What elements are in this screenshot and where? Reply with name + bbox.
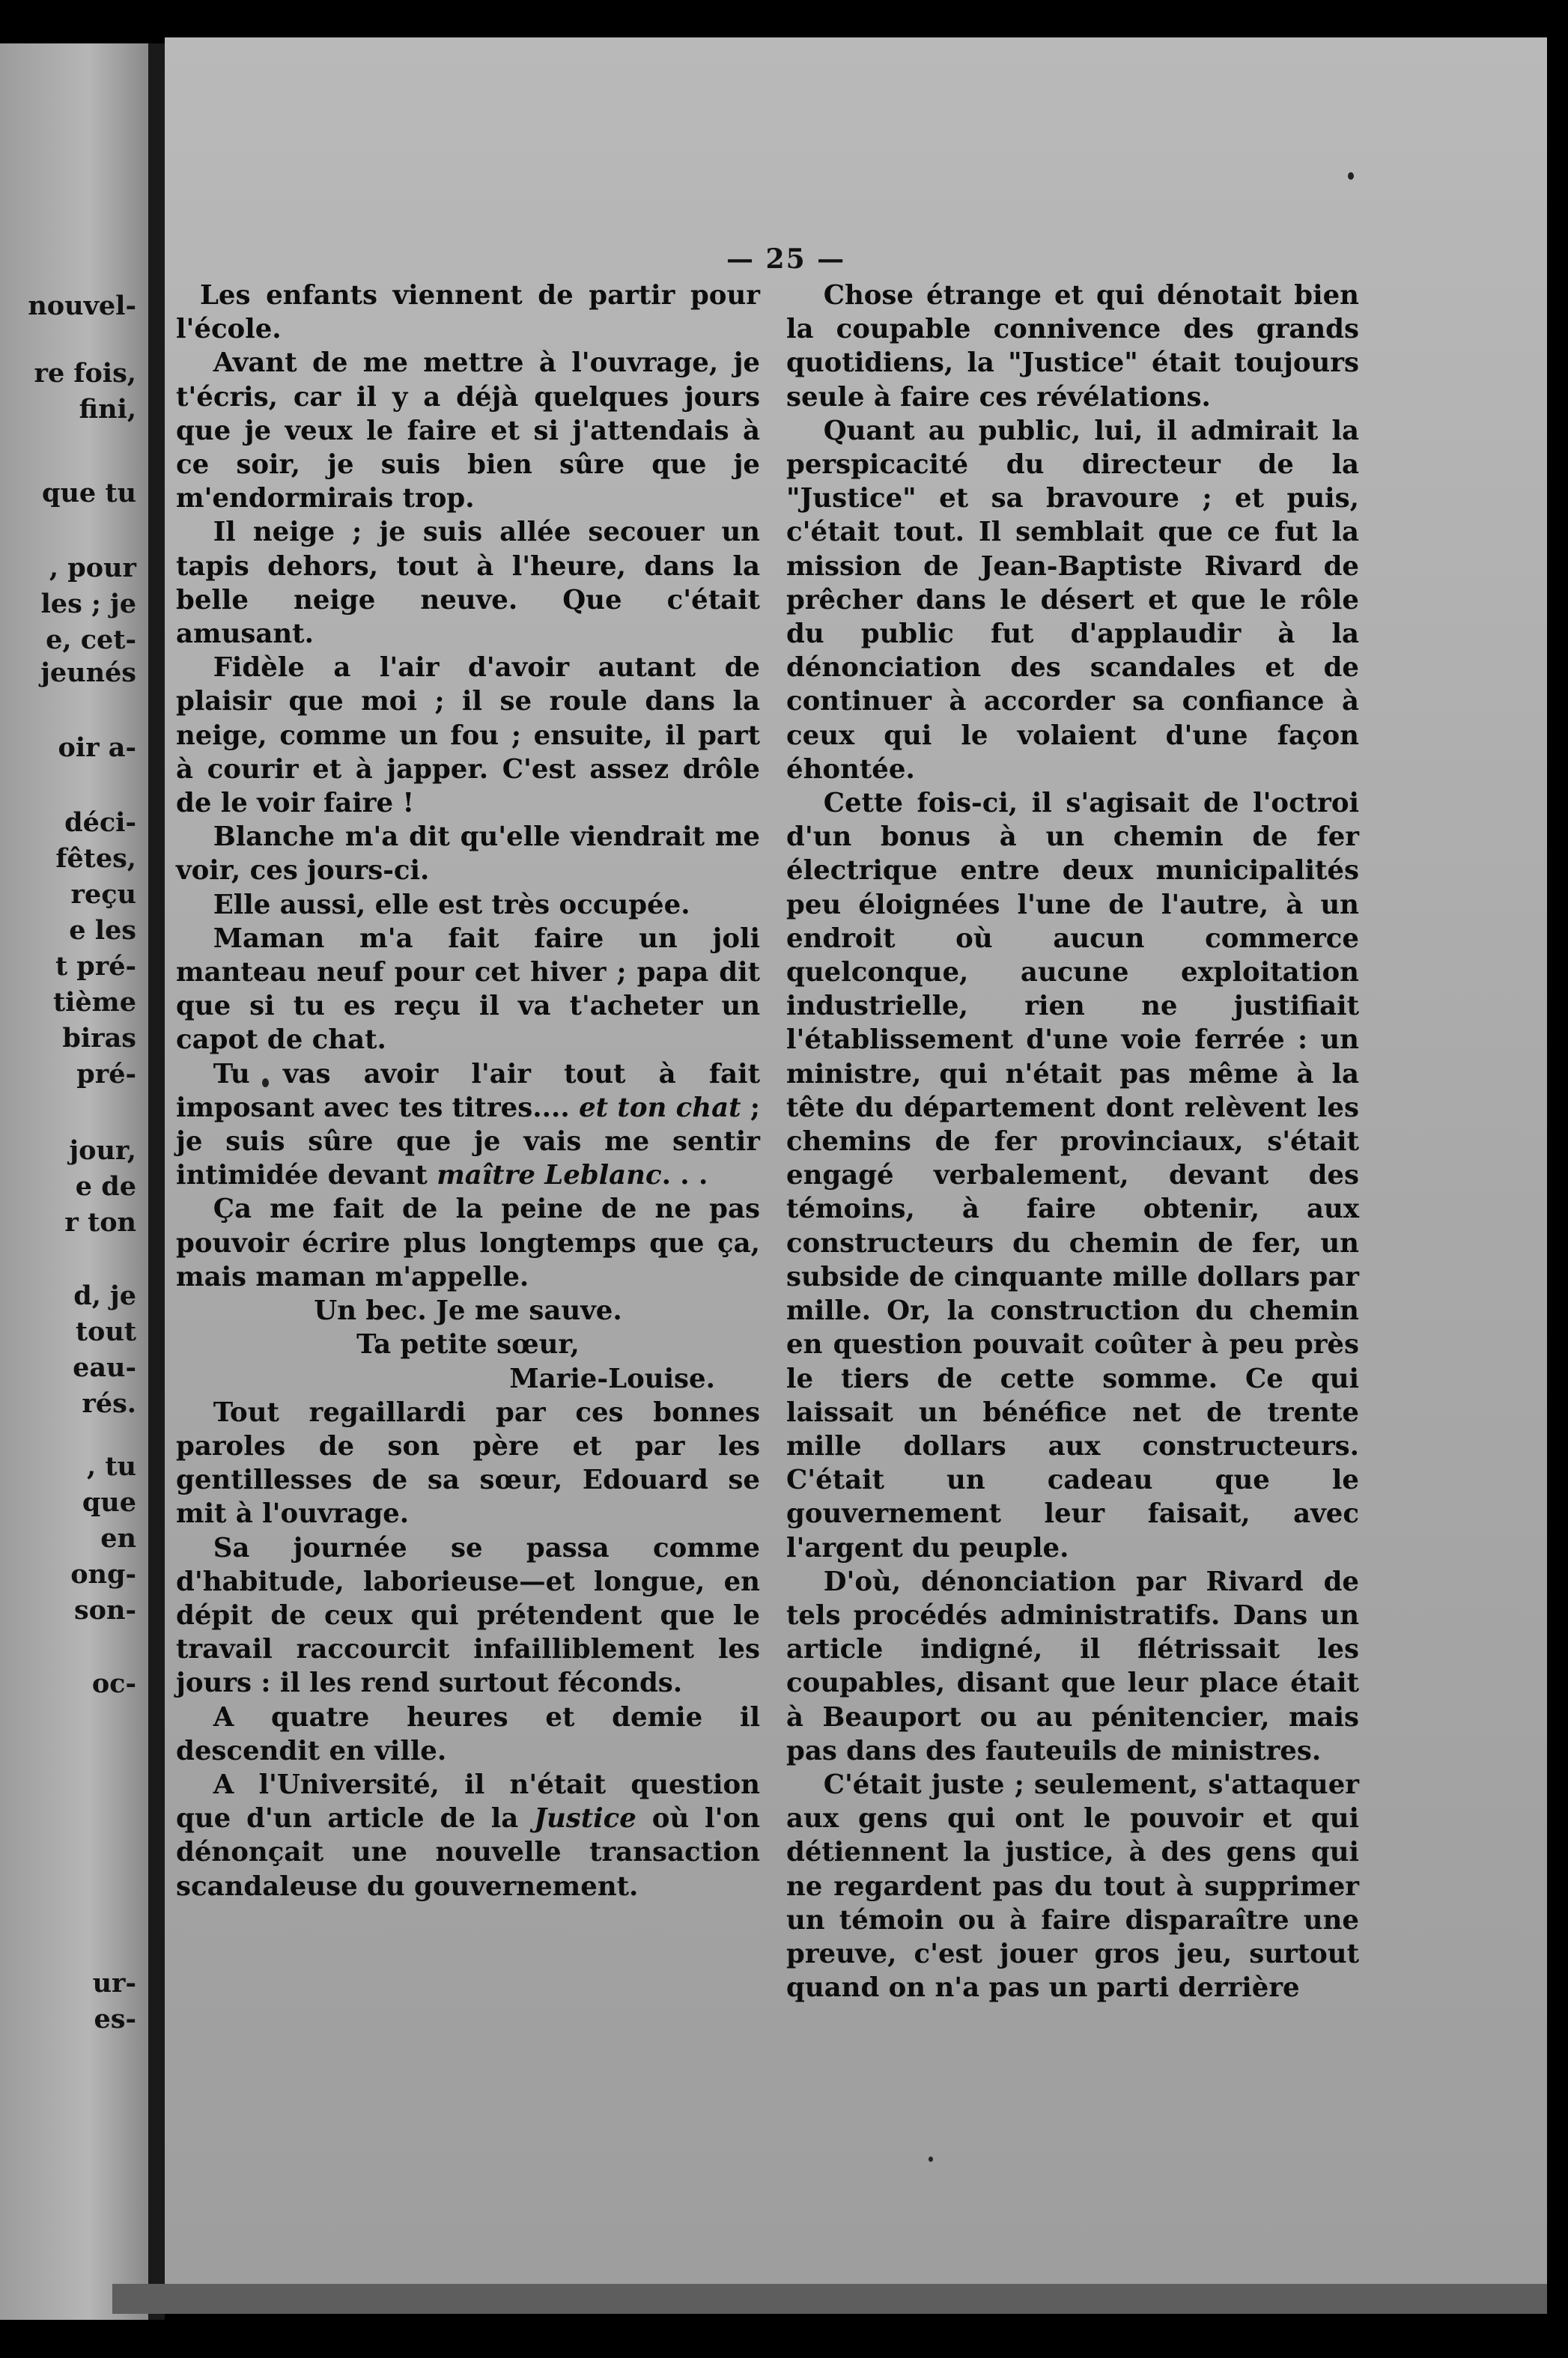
paragraph: Fidèle a l'air d'avoir autant de plaisir que moi ; il se roule dans la neige, comme un fou ; ensuite, il part à courir et à japper. C'est assez drôle de le voir faire ! (176, 652, 760, 819)
paragraph: Avant de me mettre à l'ouvrage, je t'écris, car il y a déjà quelques jours que je veux le faire et si j'attendais à ce soir, je suis bien sûre que je m'endormirais trop. (176, 347, 760, 514)
facing-page-fragment: r ton (64, 1207, 136, 1238)
facing-page-fragment: eau- (73, 1352, 136, 1383)
book-gutter (148, 43, 165, 2320)
facing-page-fragment: nouvel- (28, 291, 136, 321)
paragraph: Chose étrange et qui dénotait bien la coupable connivence des grands quotidiens, la "Justice" était toujours seule à faire ces révélations. (786, 280, 1359, 413)
facing-page-fragment: es- (94, 2004, 136, 2035)
facing-page-fragment: tout (75, 1316, 136, 1347)
paragraph: Tu vas avoir l'air tout à fait imposant avec tes titres.... et ton chat ; je suis sûre que je vais me sentir intimidée devant maître Leblanc. . . (176, 1058, 760, 1191)
facing-page-fragment: ong- (70, 1559, 136, 1590)
ink-speck (929, 2157, 933, 2162)
facing-page-fragment: son- (73, 1595, 136, 1626)
facing-page-fragment: re fois, (34, 358, 136, 389)
facing-page-fragment: ur- (92, 1968, 136, 1999)
facing-page-fragment: que (82, 1487, 136, 1518)
facing-page-fragment: oc- (91, 1668, 136, 1699)
right-text-column (786, 279, 1359, 2005)
facing-page-fragment: , tu (87, 1451, 136, 1482)
ink-speck (1348, 172, 1354, 180)
paragraph: C'était juste ; seulement, s'attaquer aux gens qui ont le pouvoir et qui détiennent la justice, à des gens qui ne regardent pas du tout à supprimer un témoin ou à faire disparaître une preuve, c'est jouer gros jeu, surtout quand on n'a pas un parti derrière (786, 1769, 1359, 2004)
facing-page-fragment: t pré- (55, 951, 136, 982)
facing-page-fragment: e les (69, 915, 136, 946)
letter-closing: Ta petite sœur, (356, 1329, 580, 1361)
facing-page-fragment: tième (52, 987, 136, 1018)
facing-page-fragment: biras (62, 1023, 136, 1054)
facing-page-fragment: fini, (79, 394, 136, 425)
page-number: — 25 — (726, 243, 846, 275)
facing-page-fragment: e de (75, 1171, 136, 1202)
facing-page-fragment: jeunés (40, 657, 136, 688)
facing-page-fragment: que tu (42, 478, 136, 508)
paragraph: Maman m'a fait faire un joli manteau neuf pour cet hiver ; papa dit que si tu es reçu il va t'acheter un capot de chat. (176, 923, 760, 1056)
facing-page-fragment: reçu (70, 879, 136, 910)
paragraph: Quant au public, lui, il admirait la perspicacité du directeur de la "Justice" et sa bravoure ; et puis, c'était tout. Il semblait que ce fut la mission de Jean-Baptiste Rivard de prêcher dans le désert et que le rôle du public fut d'applaudir à la dénonciation des scandales et de continuer à accorder sa confiance à ceux qui le volaient d'une façon éhontée. (786, 415, 1359, 785)
paragraph: Elle aussi, elle est très occupée. (213, 889, 690, 920)
paragraph: Sa journée se passa comme d'habitude, laborieuse—et longue, en dépit de ceux qui prétendent que le travail raccourcit infailliblement les jours : il les rend surtout féconds. (176, 1532, 760, 1699)
facing-page-fragment: , pour (49, 553, 136, 583)
paragraph: Ça me fait de la peine de ne pas pouvoir écrire plus longtemps que ça, mais maman m'appelle. (176, 1194, 760, 1292)
paragraph: Tout regaillardi par ces bonnes paroles de son père et par les gentillesses de sa sœur, Edouard se mit à l'ouvrage. (176, 1397, 760, 1530)
paragraph: D'où, dénonciation par Rivard de tels procédés administratifs. Dans un article indigné, il flétrissait les coupables, disant que leur place était à Beauport ou au pénitencier, mais pas dans des fauteuils de ministres. (786, 1566, 1359, 1766)
page-bottom-shadow (112, 2284, 1547, 2314)
letter-signature: Marie-Louise. (509, 1363, 715, 1394)
paragraph: Cette fois-ci, il s'agisait de l'octroi d'un bonus à un chemin de fer électrique entre deux municipalités peu éloignées l'une de l'autre, à un endroit où aucun commerce quelconque, aucune exploitation industrielle, rien ne justifiait l'établissement d'une voie ferrée : un ministre, qui n'était pas même à la tête du département dont relèvent les chemins de fer provinciaux, s'était engagé verbalement, devant des témoins, à faire obtenir, aux constructeurs du chemin de fer, un subside de cinquante mille dollars par mille. Or, la construction du chemin en question pouvait coûter à peu près le tiers de cette somme. Ce qui laissait un bénéfice net de trente mille dollars aux constructeurs. C'était un cadeau que le gouvernement leur faisait, avec l'argent du peuple. (786, 788, 1359, 1564)
facing-page-fragment: fêtes, (55, 843, 136, 874)
facing-page-fragment: en (100, 1523, 136, 1554)
facing-page-fragment: rés. (82, 1388, 136, 1419)
paragraph: A l'Université, il n'était question que d'un article de la Justice où l'on dénonçait une nouvelle transaction scandaleuse du gouvernement. (176, 1769, 760, 1902)
letter-closing: Un bec. Je me sauve. (314, 1295, 622, 1327)
paragraph: Il neige ; je suis allée secouer un tapis dehors, tout à l'heure, dans la belle neige neuve. Que c'était amusant. (176, 517, 760, 650)
paragraph: Blanche m'a dit qu'elle viendrait me voir, ces jours-ci. (176, 821, 760, 887)
facing-page-fragment: pré- (76, 1059, 136, 1090)
facing-page-fragment: jour, (69, 1135, 136, 1166)
facing-page-fragment: d, je (73, 1280, 136, 1311)
left-text-column (176, 279, 760, 1903)
facing-page-fragment: déci- (64, 807, 136, 838)
paragraph: A quatre heures et demie il descendit en ville. (176, 1701, 760, 1766)
facing-page-fragment: les ; je (40, 589, 136, 619)
facing-page-fragment: e, cet- (46, 625, 136, 655)
facing-page-edge (0, 43, 148, 2320)
paragraph: Les enfants viennent de partir pour l'école. (176, 280, 760, 345)
facing-page-fragment: oir a- (58, 732, 136, 763)
